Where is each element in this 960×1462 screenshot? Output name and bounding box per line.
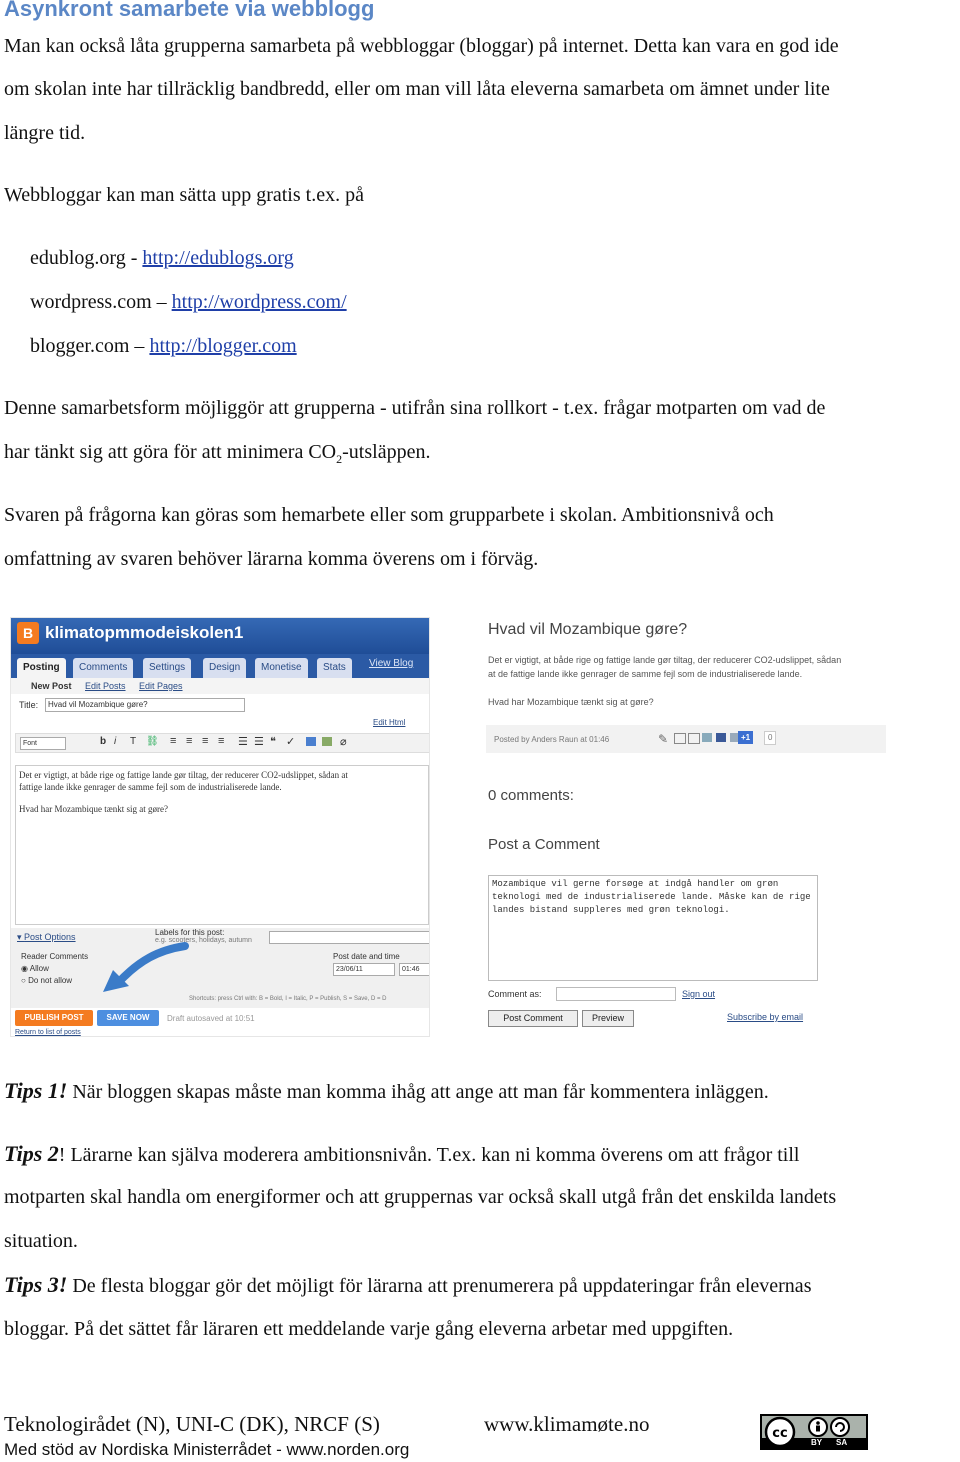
tip-2-label: Tips 2 [4, 1141, 59, 1166]
post-a-comment-heading: Post a Comment [488, 836, 600, 853]
post-meta-bar [486, 725, 886, 753]
para3-line-1: Svaren på frågorna kan göras som hemarbete eller som grupparbete i skolan. Ambitionsnivå och [4, 504, 774, 526]
tab-comments[interactable]: Comments [73, 658, 133, 678]
tip-3-text: De flesta bloggar gör det möjligt för lärarna att prenumerera på uppdateringar från elevernas [67, 1275, 812, 1297]
tip-2-line-1 [4, 1132, 960, 1177]
post-options-panel [11, 928, 429, 1008]
labels-input[interactable] [269, 931, 430, 944]
quote-icon[interactable]: ❝ [270, 736, 276, 748]
post-time-input[interactable]: 01:46 [399, 963, 430, 976]
para2-text: har tänkt sig att göra för att minimera CO [4, 441, 337, 463]
blogger-editor-screenshot [10, 617, 430, 1037]
editor-toolbar [15, 733, 430, 753]
footer-organizations: Teknologirådet (N), UNI-C (DK), NRCF (S) [4, 1412, 380, 1436]
comment-as-select[interactable] [556, 987, 676, 1001]
svg-text:cc: cc [772, 1426, 788, 1441]
link-row-wordpress [30, 280, 960, 324]
tab-monetise[interactable]: Monetise [255, 658, 308, 678]
comment-textarea[interactable]: Mozambique vil gerne forsøge at indgå handler om grøn teknologi med de industrialiserede lande. Måske kan de rige landes bistand suppleres med grøn teknologi. [488, 875, 818, 981]
facebook-share-icon[interactable] [716, 733, 726, 742]
link-name: edublog.org - [30, 247, 143, 269]
intro-line-1: Man kan också låta grupperna samarbeta på webbloggar (bloggar) på internet. Detta kan vara en god ide [4, 35, 839, 57]
subtab-edit-pages[interactable]: Edit Pages [139, 681, 183, 691]
plus-one-count: 0 [764, 731, 776, 745]
blogger-link[interactable]: http://blogger.com [149, 335, 297, 357]
tip-1-text: När bloggen skapas måste man komma ihåg att ange att man får kommentera inläggen. [67, 1081, 769, 1103]
cc-sa-text: SA [836, 1438, 848, 1447]
save-now-button[interactable]: SAVE NOW [97, 1010, 159, 1026]
post-body-line-3: Hvad har Mozambique tænkt sig at gøre? [488, 697, 654, 707]
bullet-list-icon[interactable]: ☰ [254, 736, 264, 748]
editor-body-line-1: Det er vigtigt, at både rige og fattige lande gør tiltag, der reducerer CO2-udslippet, sådan at [19, 770, 348, 780]
page-heading: Asynkront samarbete via webblogg [4, 0, 375, 21]
comment-as-label: Comment as: [488, 989, 542, 999]
tab-stats[interactable]: Stats [317, 658, 352, 678]
italic-icon[interactable]: i [114, 736, 117, 747]
preview-button[interactable]: Preview [582, 1010, 634, 1027]
editor-body-line-3: Hvad har Mozambique tænkt sig at gøre? [19, 804, 168, 814]
post-body [488, 653, 886, 709]
do-not-allow-radio[interactable]: ○ Do not allow [21, 976, 73, 985]
bold-icon[interactable]: b [100, 736, 107, 747]
tip-2-line-3: situation. [4, 1230, 78, 1252]
footer-support: Med stöd av Nordiska Ministerrådet - www.norden.org [4, 1440, 410, 1459]
tab-design[interactable]: Design [203, 658, 246, 678]
publish-post-button[interactable]: PUBLISH POST [15, 1010, 93, 1026]
align-center-icon[interactable]: ≡ [186, 735, 193, 747]
allow-label: Allow [29, 964, 49, 973]
edit-pencil-icon[interactable]: ✎ [658, 732, 669, 746]
return-to-posts-link[interactable]: Return to list of posts [15, 1029, 81, 1036]
labels-label: Labels for this post: [155, 928, 225, 937]
posted-by: Posted by Anders Raun at 01:46 [494, 735, 610, 744]
subtab-new-post[interactable]: New Post [31, 681, 72, 691]
post-body-line-2: at de fattige lande ikke genrager de samme fejl som de industrialiserede lande. [488, 669, 803, 679]
align-right-icon[interactable]: ≡ [202, 735, 209, 747]
post-title: Hvad vil Mozambique gøre? [488, 621, 688, 638]
tip-1 [4, 1069, 960, 1114]
email-share-icon[interactable] [674, 733, 686, 744]
twitter-share-icon[interactable] [702, 733, 712, 742]
tip-2-line-2: motparten skal handla om energiformer och att gruppernas var också skall utgå från det enskilda landets [4, 1186, 837, 1208]
link-name: blogger.com – [30, 335, 150, 357]
comments-count: 0 comments: [488, 787, 574, 804]
tip-3-label: Tips 3! [4, 1272, 68, 1297]
tip-3-line-1 [4, 1263, 960, 1308]
tip-2-text: ! Lärarne kan själva moderera ambitionsnivån. T.ex. kan ni komma överens om att frågor till [58, 1144, 800, 1166]
para2-line-1: Denne samarbetsform möjliggör att grupperna - utifrån sina rollkort - t.ex. frågar motparten om vad de [4, 397, 826, 419]
blogthis-icon[interactable] [688, 733, 700, 744]
tip-3-line-2: bloggar. På det sättet får läraren ett meddelande varje gång eleverna arbetar med uppgiften. [4, 1318, 734, 1340]
post-comment-button[interactable]: Post Comment [488, 1010, 578, 1027]
align-left-icon[interactable]: ≡ [170, 735, 177, 747]
title-label: Title: [19, 700, 39, 710]
post-options-label: Post Options [24, 932, 76, 942]
link-name: wordpress.com – [30, 291, 172, 313]
link-row-blogger [30, 324, 960, 368]
autosave-status: Draft autosaved at 10:51 [167, 1014, 255, 1023]
subtab-edit-posts[interactable]: Edit Posts [85, 681, 126, 691]
para3-line-2: omfattning av svaren behöver lärarna komma överens om i förväg. [4, 548, 539, 570]
allow-radio[interactable]: ◉ Allow [21, 964, 49, 973]
do-not-allow-label: Do not allow [28, 976, 73, 985]
post-body-line-1: Det er vigtigt, at både rige og fattige lande gør tiltag, der reducerer CO2-udslippet, sådan [488, 655, 842, 665]
blog-title: klimatopmmodeiskolen1 [45, 623, 244, 642]
blogger-subtabs [11, 678, 429, 694]
tab-settings[interactable]: Settings [143, 658, 191, 678]
para2-line-2 [4, 430, 960, 481]
post-date-label: Post date and time [333, 952, 400, 961]
post-title-input[interactable]: Hvad vil Mozambique gøre? [45, 698, 245, 712]
link-icon[interactable]: ⛓ [146, 736, 159, 747]
blogger-tabs [11, 654, 429, 678]
wordpress-link[interactable]: http://wordpress.com/ [171, 291, 347, 313]
co2-subscript: 2 [336, 452, 343, 466]
link-row-edublog [30, 236, 960, 280]
footer-site: www.klimamøte.no [484, 1412, 650, 1436]
view-blog-link[interactable]: View Blog [369, 658, 414, 669]
setup-text: Webbloggar kan man sätta upp gratis t.ex. på [4, 184, 364, 206]
edublogs-link[interactable]: http://edublogs.org [142, 247, 294, 269]
reader-comments-label: Reader Comments [21, 952, 89, 961]
intro-line-2: om skolan inte har tillräcklig bandbredd, eller om man vill låta eleverna samarbeta om ämnet under lite [4, 78, 830, 100]
justify-icon[interactable]: ≡ [218, 735, 225, 747]
image-icon[interactable] [306, 737, 316, 746]
text-color-icon[interactable]: T [130, 736, 137, 747]
font-select[interactable]: Font [20, 737, 66, 750]
tip-1-label: Tips 1! [4, 1078, 68, 1103]
numbered-list-icon[interactable]: ☰ [238, 736, 248, 748]
shortcuts-hint: Shortcuts: press Ctrl with: B = Bold, I = Italic, P = Publish, S = Save, D = D [189, 996, 387, 1002]
arrow-annotation-icon [99, 940, 191, 998]
intro-line-3: längre tid. [4, 122, 86, 144]
plus-one-button[interactable]: +1 [738, 731, 753, 744]
sign-out-link[interactable]: Sign out [682, 989, 716, 999]
spellcheck-icon[interactable]: ✓ [286, 736, 296, 748]
post-date-input[interactable]: 23/06/11 [333, 963, 395, 976]
blog-comments-screenshot [484, 617, 888, 1035]
blogger-header [11, 618, 429, 654]
cc-license-badge [760, 1414, 868, 1450]
subscribe-by-email-link[interactable]: Subscribe by email [727, 1012, 804, 1022]
blogger-logo-icon: B [17, 622, 39, 644]
para2-suffix: -utsläppen. [342, 441, 431, 463]
post-options-toggle[interactable]: ▾ Post Options [17, 932, 76, 942]
video-icon[interactable] [322, 737, 332, 746]
editor-body-line-2: fattige lande ikke genrager de samme fejl som de industrialiserede lande. [19, 782, 282, 792]
labels-hint: e.g. scooters, holidays, autumn [155, 937, 252, 944]
clear-format-icon[interactable]: ⌀ [340, 736, 347, 748]
tab-posting[interactable]: Posting [17, 658, 66, 678]
edit-html-tab[interactable]: Edit Html [373, 718, 406, 727]
cc-by-text: BY [811, 1438, 823, 1447]
post-body-editor[interactable] [15, 765, 429, 925]
